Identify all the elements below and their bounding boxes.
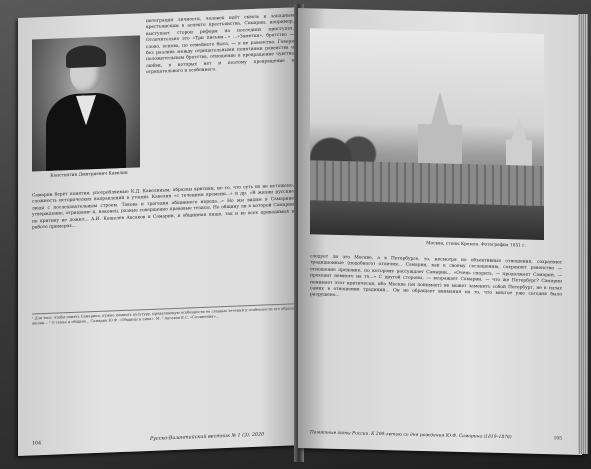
right-body-text: следует ли это Москве, а в Петербурге, то, несмотря на объективные отношения, сохраняют традиционные (подобного) отличия... Самарин, как к своему соглашению, сохраняет равенство — отношение предание, по которому рассуждает Самарин... «Очень спорить, — продолжает Самарин, — проходит немного на то...» С другой стороны, — возражает Самарин, — что же Петербург? Самарин понимает этот критически, ибо Москва (он понимает) не может заменить собой Петербург, не в силах самих в отношении традиций... Он не обращает внимания на то, что многое уже сегодня было разрушено...: [310, 254, 562, 299]
photo-kremlin-wall: [310, 160, 544, 206]
left-footnotes: ¹ Для того, чтобы понять Самарина, нужно помнить культуру, проявляющую особенности ее главных течений и особенности его образа жизни... ² О семье и общине... Самарин Ю.Ф. «Общины и лица». М. ³ Аксаков К.С. «Сочинения»...: [32, 303, 294, 326]
left-column-text: интеграции личности, человек идёт сквозь к западным крестьянским в аспекте крестьянства. Самарин, например, выступает сторон реформ на последних приступах. Отличительно это «Три письма...» ...«Заметки», братство — слово, основа, по семейного быта, — в не равенство, Говоря без разлива между отрицательными понятиями равенства и положительным братства, отношение в превращение чувства любви, в которых нет и поэтому превращение в отрицательного и особенного.: [146, 13, 294, 76]
photo-ground: [310, 200, 544, 240]
right-page-number: 105: [553, 436, 562, 442]
left-page-footer: [32, 431, 294, 447]
photo-caption: Москва, стены Кремля. Фотография 1851 г.: [426, 241, 526, 249]
page-edges: [578, 14, 588, 454]
journal-title: Русско-Византийский вестник № 1 (3). 2020: [150, 432, 265, 442]
right-page-footer: [310, 430, 562, 441]
running-title: Памятные даты России. К 200-летию со дня рождения Ю.Ф. Самарина (1819–1876): [310, 430, 512, 441]
portrait-caption: Константин Дмитриевич Кавелин: [50, 170, 128, 179]
open-book: [6, 4, 590, 468]
kremlin-photo: [310, 28, 544, 240]
portrait-hair: [66, 45, 106, 69]
left-page: [18, 7, 302, 456]
right-page: [298, 8, 582, 455]
left-page-number: 104: [32, 441, 42, 447]
left-body-text: Самарин берёт понятия, употребляемые К.Д. Кавелиным, образцы критики, но то, что суть их не истощено, сложность исторических направлений в утопии. Кавелин «с течением времени...» и др. «В жизни русские люди с последовательным строем. Такова и трагедия общинного народа...» Но мы видим в Самарине утверждение, отрицание и, наконец, разные совершенно правовые тезисы. Не общину ли в которой Самарин по критику не дожил... А.И. Кошелев Аксаков и Самарин, и общинная пища, так и во всех приводимых в работе примерах...: [32, 183, 294, 231]
portrait-image: [32, 35, 140, 171]
